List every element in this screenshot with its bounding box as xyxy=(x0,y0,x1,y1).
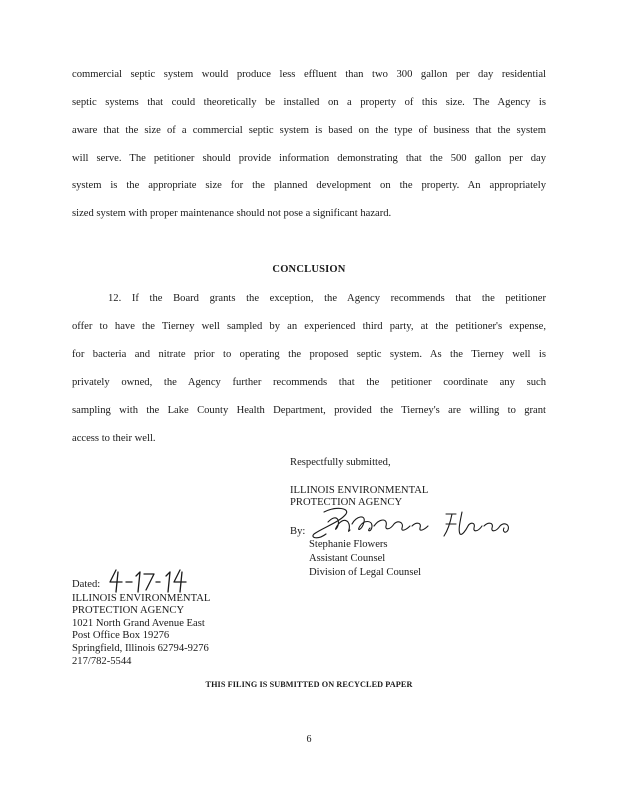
conclusion-line: privately owned, the Agency further recommends that the petitioner coordinate any such xyxy=(72,377,546,388)
closing-text: Respectfully submitted, xyxy=(290,457,391,468)
conclusion-line: sampling with the Lake County Health Department, provided the Tierney's are willing to grant xyxy=(72,405,546,416)
body-line: will serve. The petitioner should provide information demonstrating that the 500 gallon per day xyxy=(72,153,546,164)
body-line: commercial septic system would produce less effluent than two 300 gallon per day residential xyxy=(72,69,546,80)
conclusion-line: 12. If the Board grants the exception, the Agency recommends that the petitioner xyxy=(108,293,546,304)
signer-title: Assistant Counsel xyxy=(309,553,386,564)
body-line: sized system with proper maintenance should not pose a significant hazard. xyxy=(72,208,392,219)
address-line: 217/782-5544 xyxy=(72,656,132,667)
conclusion-line: offer to have the Tierney well sampled by an experienced third party, at the petitioner's expense, xyxy=(72,321,546,332)
by-label: By: xyxy=(290,526,306,537)
body-line: aware that the size of a commercial septic system is based on the type of business that the system xyxy=(72,125,546,136)
handwritten-date xyxy=(108,566,188,594)
address-line: PROTECTION AGENCY xyxy=(72,605,185,616)
section-heading: CONCLUSION xyxy=(272,264,346,275)
agency-name-line1: ILLINOIS ENVIRONMENTAL xyxy=(290,485,429,496)
body-line: system is the appropriate size for the planned development on the property. An appropriately xyxy=(72,180,546,191)
address-line: 1021 North Grand Avenue East xyxy=(72,618,205,629)
agency-name-line2: PROTECTION AGENCY xyxy=(290,497,403,508)
signer-name: Stephanie Flowers xyxy=(309,539,388,550)
conclusion-line: access to their well. xyxy=(72,433,156,444)
recycled-paper-note: THIS FILING IS SUBMITTED ON RECYCLED PAPER xyxy=(205,680,413,689)
page-number: 6 xyxy=(306,734,312,745)
address-line: Springfield, Illinois 62794-9276 xyxy=(72,643,209,654)
handwritten-signature xyxy=(306,504,518,542)
dated-label: Dated: xyxy=(72,579,101,590)
address-line: ILLINOIS ENVIRONMENTAL xyxy=(72,593,211,604)
conclusion-line: for bacteria and nitrate prior to operating the proposed septic system. As the Tierney well is xyxy=(72,349,546,360)
body-line: septic systems that could theoretically be installed on a property of this size. The Agency is xyxy=(72,97,546,108)
address-line: Post Office Box 19276 xyxy=(72,630,170,641)
signer-division: Division of Legal Counsel xyxy=(309,567,422,578)
